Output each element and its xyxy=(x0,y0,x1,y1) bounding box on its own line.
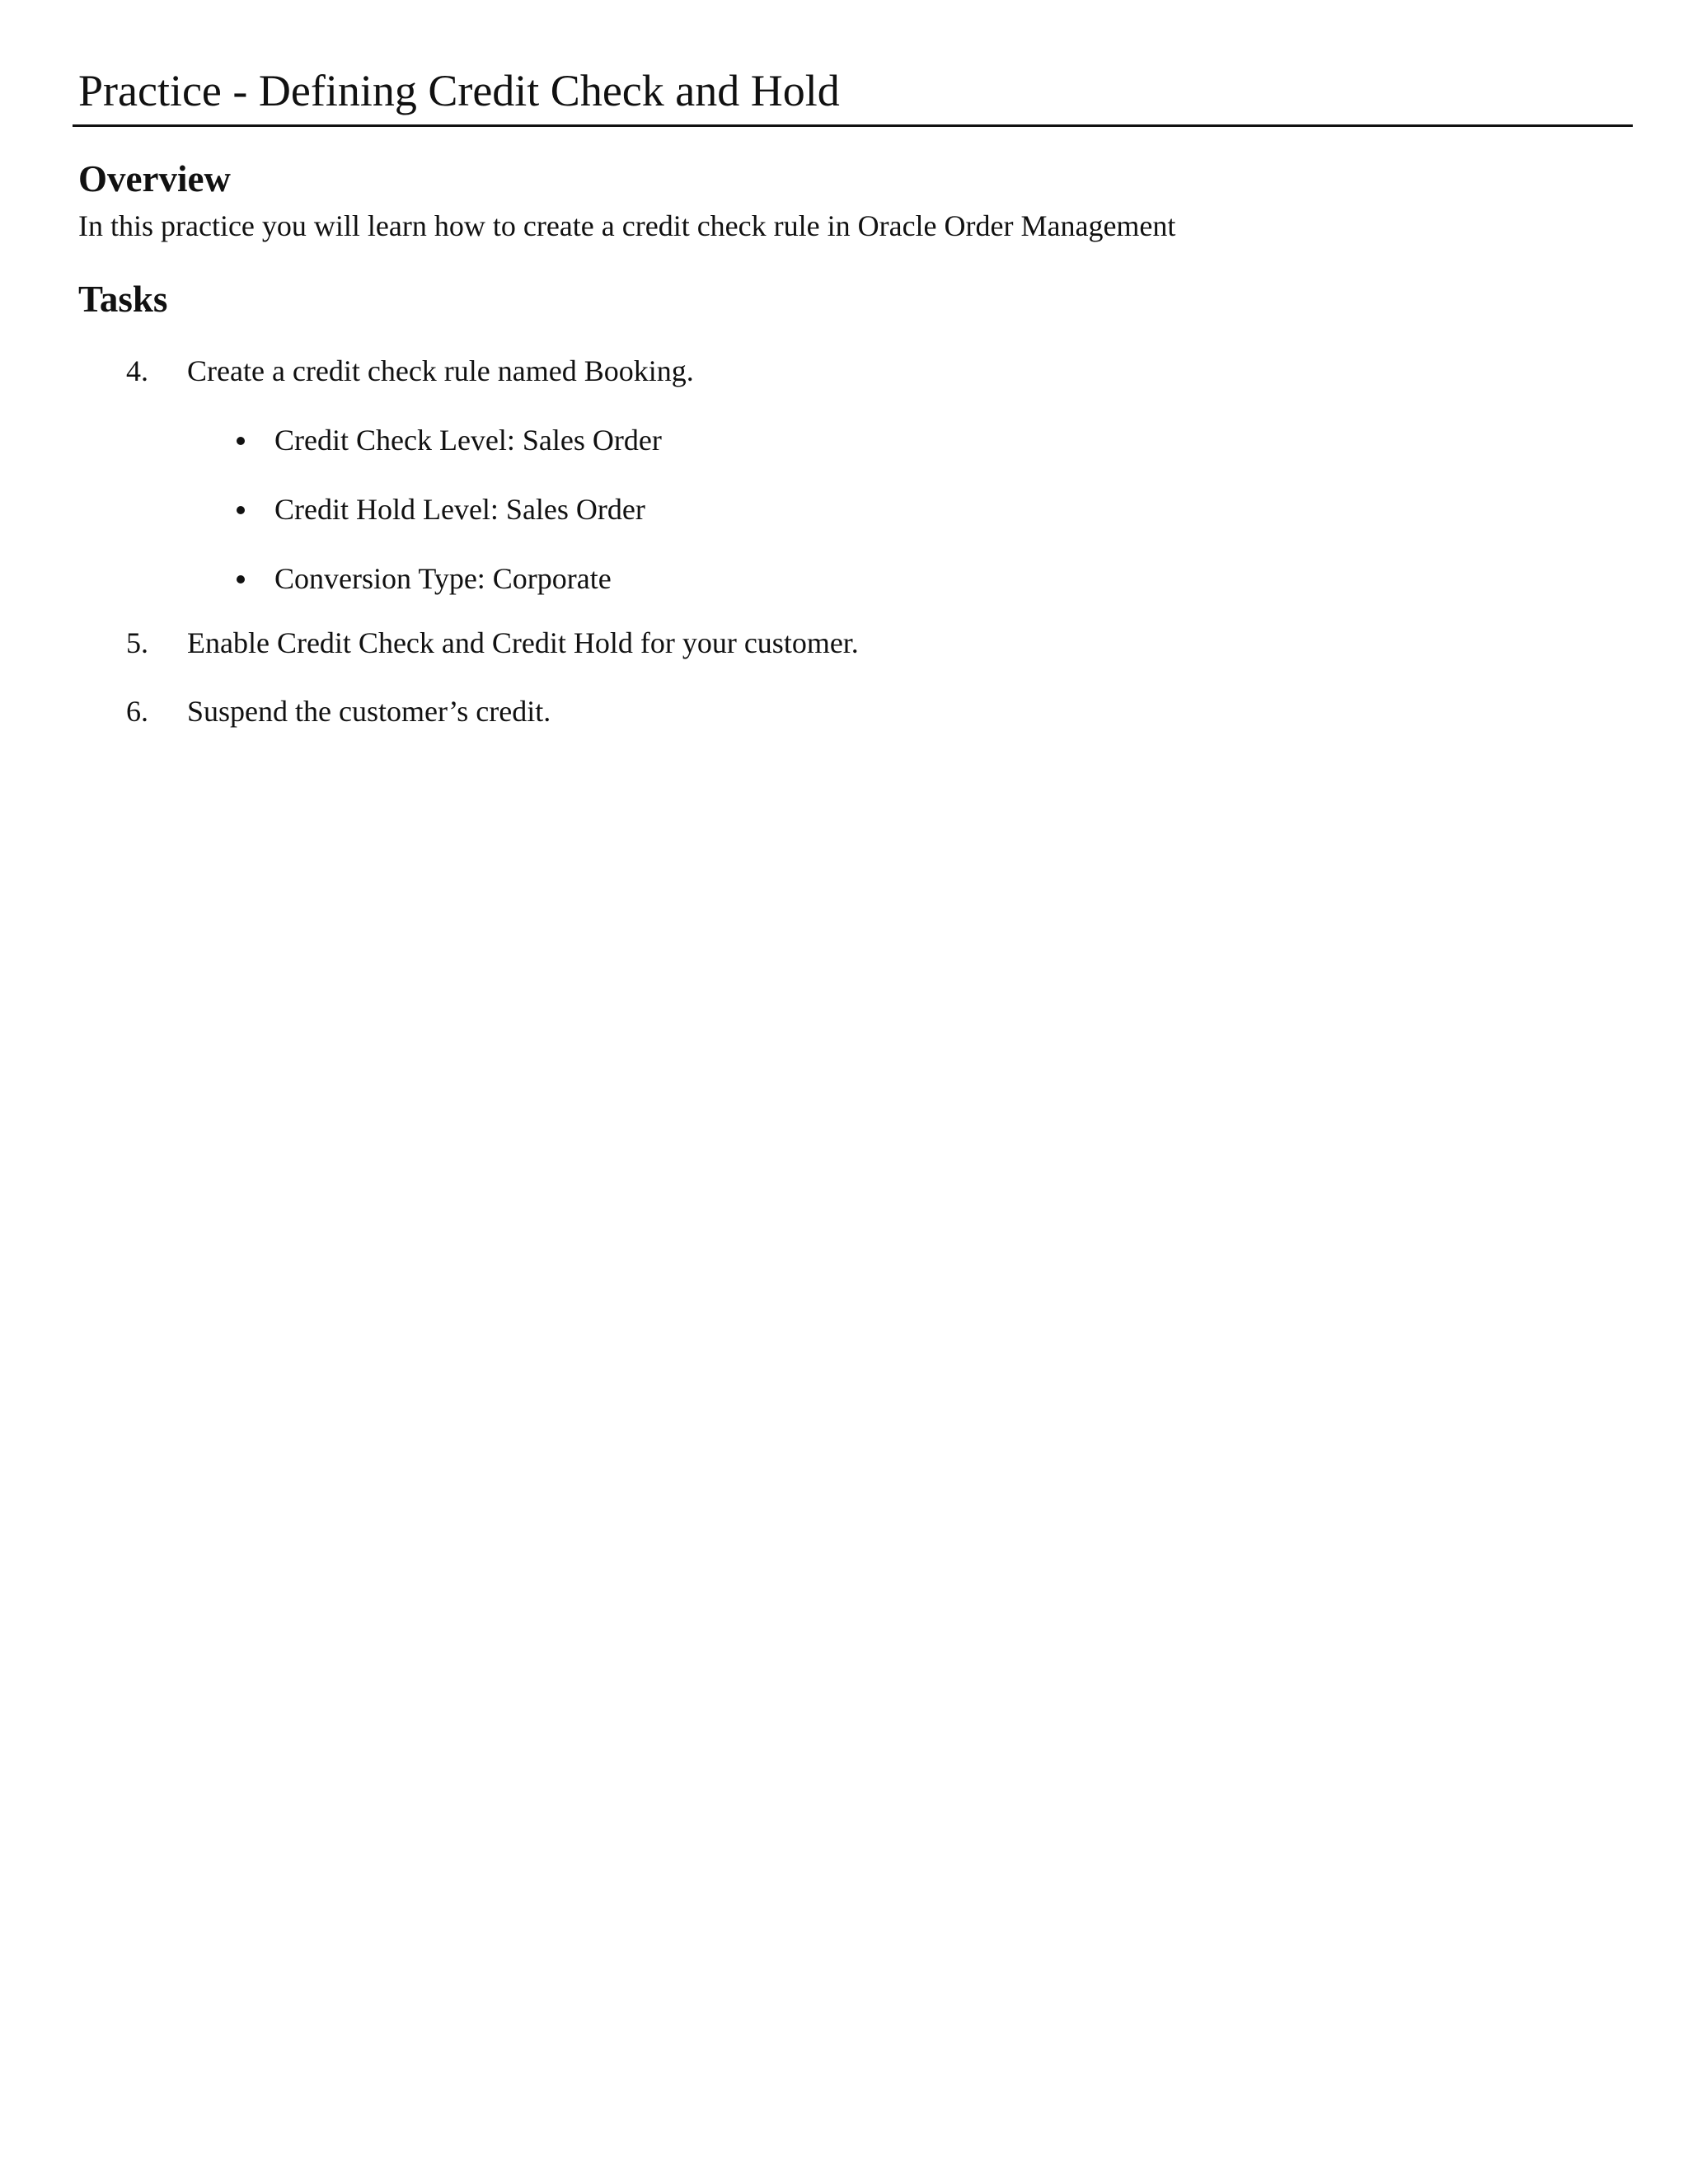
bullet-text: Credit Hold Level: Sales Order xyxy=(274,493,645,526)
task-number: 6. xyxy=(126,695,148,728)
bullet-icon xyxy=(237,575,245,583)
bullet-text: Credit Check Level: Sales Order xyxy=(274,424,662,457)
tasks-heading: Tasks xyxy=(78,279,168,320)
bullet-icon xyxy=(237,437,245,445)
task-number: 4. xyxy=(126,354,148,387)
task-text: Enable Credit Check and Credit Hold for your customer. xyxy=(187,626,859,659)
task-number: 5. xyxy=(126,626,148,659)
overview-text: In this practice you will learn how to create a credit check rule in Oracle Order Management xyxy=(78,209,1176,242)
task-text: Suspend the customer’s credit. xyxy=(187,695,551,728)
bullet-icon xyxy=(237,506,245,514)
overview-heading: Overview xyxy=(78,158,231,199)
title-underline-divider xyxy=(73,124,1633,127)
page-title: Practice - Defining Credit Check and Hold xyxy=(78,66,840,115)
bullet-text: Conversion Type: Corporate xyxy=(274,562,612,595)
task-text: Create a credit check rule named Booking. xyxy=(187,354,694,387)
